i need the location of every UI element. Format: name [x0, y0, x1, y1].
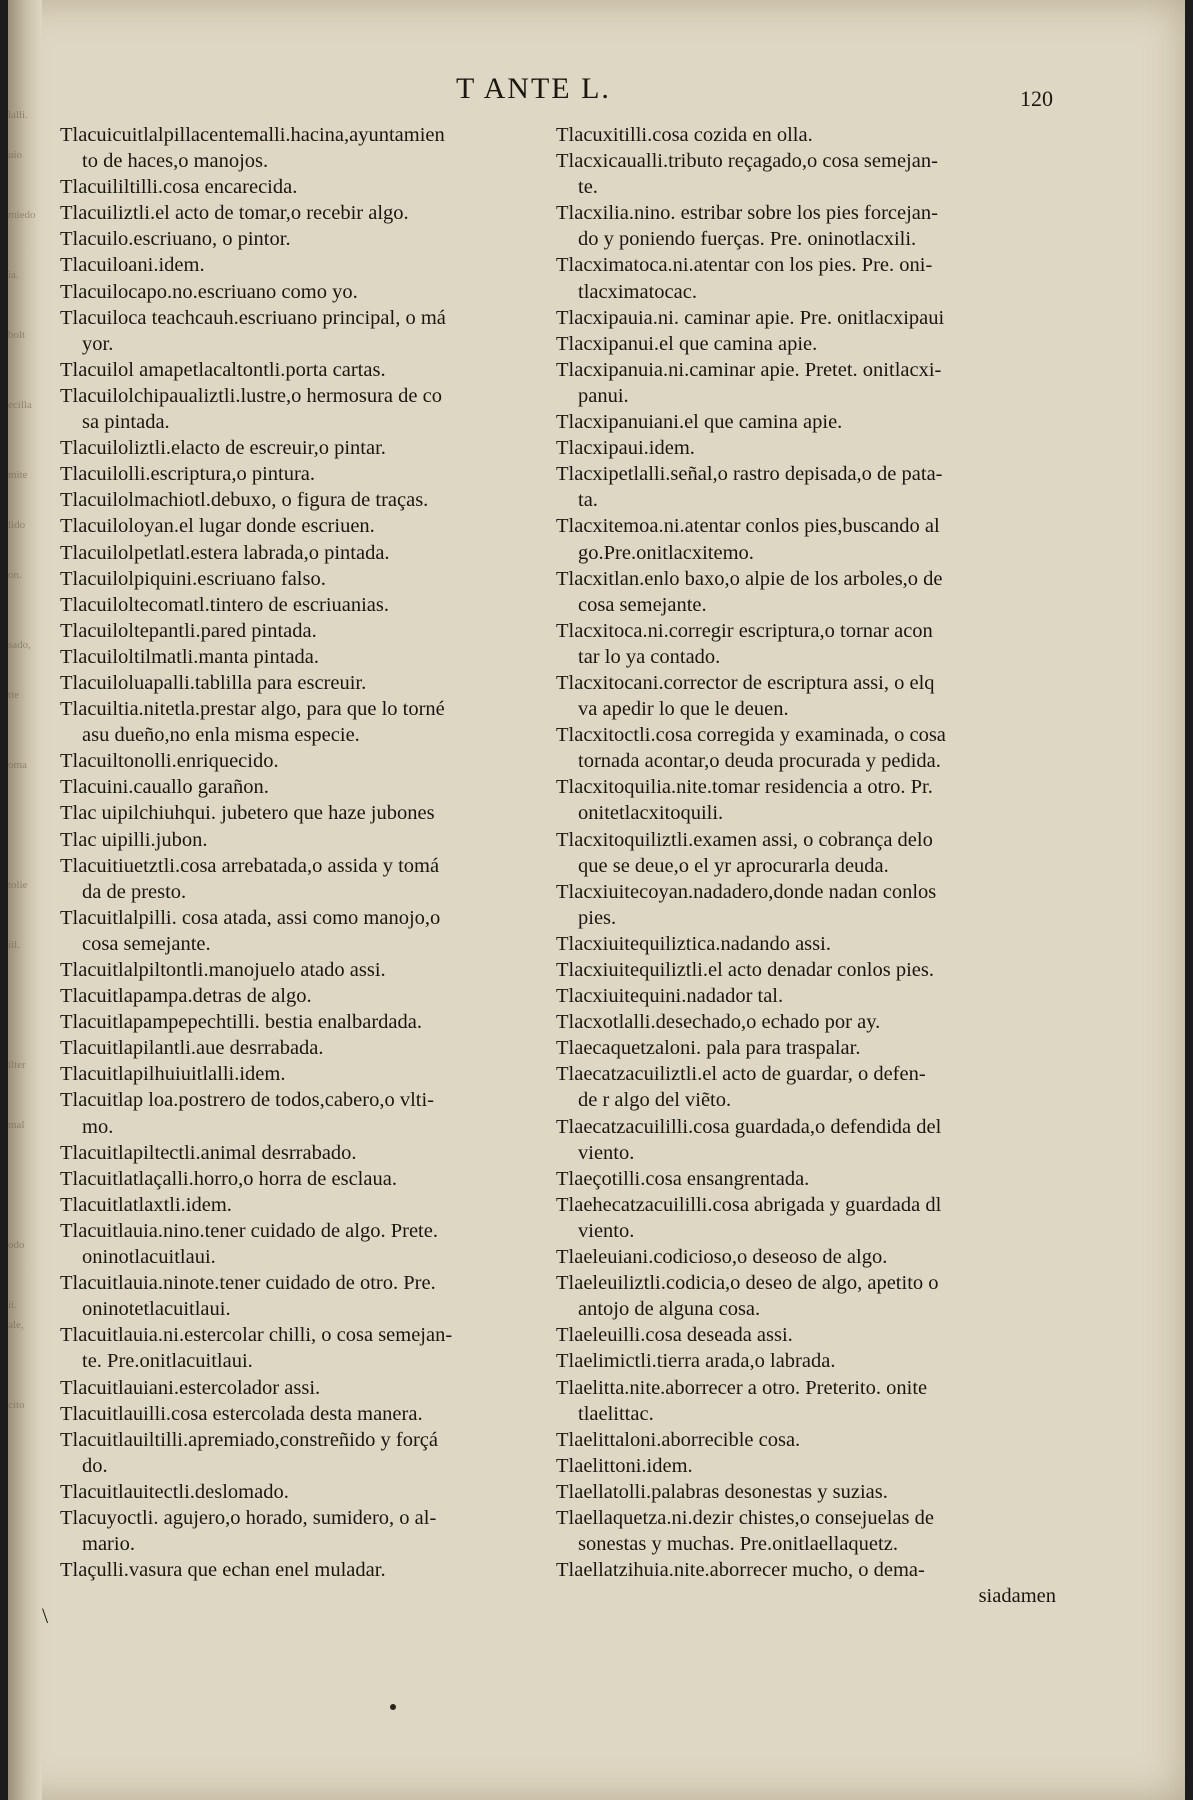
dictionary-entry — [556, 1009, 1056, 1035]
dictionary-entry — [556, 409, 1056, 435]
entry-headline: Tlacxitoctli.cosa corregida y examinada, o cosa — [556, 724, 946, 747]
entry-continuation: do. — [82, 1454, 108, 1477]
entry-continuation: ta. — [578, 489, 598, 512]
entry-continuation: siadamen — [978, 1585, 1056, 1608]
entry-headline: Tlacuilol amapetlacaltontli.porta cartas. — [60, 358, 386, 381]
entry-headline: Tlacuiloca teachcauh.escriuano principal, o má — [60, 306, 446, 329]
entry-continuation: tornada acontar,o deuda procurada y pedida. — [578, 750, 941, 773]
entry-continuation: do y poniendo fuerças. Pre. oninotlacxili. — [578, 228, 917, 251]
entry-headline: Tlacuiloltilmatli.manta pintada. — [60, 645, 320, 668]
dictionary-entry — [60, 122, 548, 174]
entry-headline: Tlacxitlan.enlo baxo,o alpie de los arboles,o de — [556, 567, 943, 590]
dictionary-entry — [60, 226, 548, 252]
entry-headline: Tlacxilia.nino. estribar sobre los pies forcejan- — [556, 202, 938, 225]
dictionary-entry — [60, 774, 548, 800]
dictionary-entry — [60, 487, 548, 513]
entry-headline: Tlacuitlauia.ninote.tener cuidado de otro. Pre. — [60, 1272, 436, 1295]
facing-page-fragment: miedo — [8, 209, 36, 221]
dictionary-entry — [556, 618, 1056, 670]
dictionary-entry — [556, 461, 1056, 513]
dictionary-entry — [556, 879, 1056, 931]
facing-page-fragment: ii. — [8, 1299, 17, 1311]
dictionary-entry — [60, 1505, 548, 1557]
entry-continuation: viento. — [578, 1219, 635, 1242]
dictionary-entry — [60, 461, 548, 487]
facing-page-fragment: uio — [8, 149, 23, 161]
dictionary-entry — [60, 357, 548, 383]
entry-headline: Tlacxicaualli.tributo reçagado,o cosa semejan- — [556, 150, 938, 173]
dictionary-entry — [60, 644, 548, 670]
dictionary-entry — [60, 305, 548, 357]
entry-continuation: to de haces,o manojos. — [82, 150, 269, 173]
entry-headline: Tlacuitlapampa.detras de algo. — [60, 985, 312, 1008]
dictionary-entry — [556, 1479, 1056, 1505]
facing-page-fragment: ia. — [8, 269, 19, 281]
dictionary-entry — [556, 513, 1056, 565]
entry-headline: Tlacuitlauiltilli.apremiado,constreñido y forçá — [60, 1428, 438, 1451]
dictionary-entry — [60, 540, 548, 566]
left-column — [60, 122, 548, 1583]
page-number: 120 — [1020, 86, 1053, 111]
dictionary-entry — [556, 305, 1056, 331]
entry-headline: Tlaecatzacuililli.cosa guardada,o defendida del — [556, 1115, 942, 1138]
dictionary-entry — [556, 357, 1056, 409]
entry-continuation: sonestas y muchas. Pre.onitlaellaquetz. — [578, 1533, 898, 1556]
dictionary-entry — [60, 1427, 548, 1479]
entry-headline: Tlacuitlatlaçalli.horro,o horra de esclaua. — [60, 1167, 397, 1190]
entry-headline: Tlaeleuilli.cosa deseada assi. — [556, 1324, 793, 1347]
entry-headline: Tlaecaquetzaloni. pala para traspalar. — [556, 1037, 861, 1060]
dictionary-entry — [60, 957, 548, 983]
facing-page-fragment: mal — [8, 1119, 25, 1131]
entry-headline: Tlaelimictli.tierra arada,o labrada. — [556, 1350, 836, 1373]
entry-continuation: oninotlacuitlaui. — [82, 1246, 216, 1269]
facing-page-fragment: sado, — [8, 639, 31, 651]
entry-continuation: de r algo del viẽto. — [578, 1089, 732, 1112]
entry-headline: Tlacxipanuia.ni.caminar apie. Pretet. onitlacxi- — [556, 358, 942, 381]
dictionary-entry — [60, 1166, 548, 1192]
dictionary-entry — [556, 1505, 1056, 1557]
entry-headline: Tlaelittaloni.aborrecible cosa. — [556, 1428, 801, 1451]
entry-continuation: tlaelittac. — [578, 1402, 654, 1425]
entry-headline: Tlacuitiuetztli.cosa arrebatada,o assida y tomá — [60, 854, 440, 877]
entry-headline: Tlaeleuiliztli.codicia,o deseo de algo, apetito o — [556, 1272, 939, 1295]
entry-headline: Tlaçulli.vasura que echan enel muladar. — [60, 1559, 386, 1582]
entry-headline: Tlac uipilchiuhqui. jubetero que haze jubones — [60, 802, 435, 825]
entry-continuation: yor. — [82, 332, 114, 355]
entry-headline: Tlacuiltonolli.enriquecido. — [60, 750, 279, 773]
entry-continuation: panui. — [578, 384, 629, 407]
dictionary-entry — [556, 957, 1056, 983]
entry-continuation: tar lo ya contado. — [578, 645, 721, 668]
dictionary-entry — [60, 513, 548, 539]
facing-page-fragment: lido — [8, 519, 26, 531]
dictionary-entry — [556, 722, 1056, 774]
entry-headline: Tlacuxitilli.cosa cozida en olla. — [556, 124, 813, 146]
entry-headline: Tlacuitlapiltectli.animal desrrabado. — [60, 1141, 357, 1164]
entry-headline: Tlacuiloani.idem. — [60, 254, 205, 277]
entry-headline: Tlac uipilli.jubon. — [60, 828, 208, 851]
dictionary-entry — [60, 800, 548, 826]
entry-continuation: mario. — [82, 1533, 135, 1556]
entry-headline: Tlacxotlalli.desechado,o echado por ay. — [556, 1011, 881, 1034]
dictionary-entry — [556, 1244, 1056, 1270]
facing-page-fragment: cito — [8, 1399, 25, 1411]
entry-headline: Tlacuiloliztli.elacto de escreuir,o pintar. — [60, 437, 386, 460]
facing-page-fragment: oma — [8, 759, 27, 771]
entry-headline: Tlacuitlauia.nino.tener cuidado de algo. Prete. — [60, 1219, 438, 1242]
dictionary-entry — [556, 331, 1056, 357]
entry-headline: Tlaelitta.nite.aborrecer a otro. Preterito. onite — [556, 1376, 928, 1399]
entry-headline: Tlacuitlap loa.postrero de todos,cabero,o vlti- — [60, 1089, 435, 1112]
entry-headline: Tlacuilo.escriuano, o pintor. — [60, 228, 291, 251]
entry-headline: Tlaeleuiani.codicioso,o deseoso de algo. — [556, 1246, 888, 1269]
entry-headline: Tlacuyoctli. agujero,o horado, sumidero, o al- — [60, 1506, 437, 1529]
entry-continuation: viento. — [578, 1141, 635, 1164]
entry-continuation: antojo de alguna cosa. — [578, 1298, 761, 1321]
dictionary-entry — [60, 252, 548, 278]
dictionary-entry — [60, 983, 548, 1009]
dictionary-entry — [556, 1453, 1056, 1479]
margin-tick-mark: \ — [42, 1603, 49, 1628]
dictionary-entry — [556, 774, 1056, 826]
dictionary-entry — [556, 252, 1056, 304]
entry-headline: Tlacxitoquilia.nite.tomar residencia a otro. Pr. — [556, 776, 933, 799]
entry-headline: Tlaeçotilli.cosa ensangrentada. — [556, 1167, 810, 1190]
dictionary-entry — [556, 827, 1056, 879]
entry-headline: Tlacuitlauiani.estercolador assi. — [60, 1376, 321, 1399]
entry-headline: Tlacuitlatlaxtli.idem. — [60, 1193, 232, 1216]
facing-page-fragment: bolt — [8, 329, 26, 341]
entry-continuation: go.Pre.onitlacxitemo. — [578, 541, 754, 564]
dictionary-entry — [60, 618, 548, 644]
entry-headline: Tlacuitlauia.ni.estercolar chilli, o cosa semejan- — [60, 1324, 453, 1347]
dictionary-entry — [60, 1087, 548, 1139]
dictionary-entry — [60, 1322, 548, 1374]
dictionary-entry — [556, 1166, 1056, 1192]
entry-headline: Tlacuilolmachiotl.debuxo, o figura de traças. — [60, 489, 429, 512]
facing-page-fragment: mite — [8, 469, 28, 481]
entry-continuation: onitetlacxitoquili. — [578, 802, 724, 825]
dictionary-entry — [556, 148, 1056, 200]
entry-headline: Tlacuitlauitectli.deslomado. — [60, 1480, 289, 1503]
dictionary-entry — [60, 670, 548, 696]
entry-continuation: cosa semejante. — [578, 593, 707, 616]
dictionary-entry — [60, 592, 548, 618]
entry-headline: Tlaelittoni.idem. — [556, 1454, 693, 1477]
entry-headline: Tlacuilolpetlatl.estera labrada,o pintada. — [60, 541, 390, 564]
entry-headline: Tlacxipanuiani.el que camina apie. — [556, 411, 843, 434]
book-page — [8, 0, 1185, 1800]
dictionary-entry — [556, 1061, 1056, 1113]
entry-headline: Tlacxitoquiliztli.examen assi, o cobrança delo — [556, 828, 933, 851]
dictionary-entry — [556, 1192, 1056, 1244]
dictionary-entry — [60, 1401, 548, 1427]
dictionary-entry — [60, 435, 548, 461]
dictionary-entry — [556, 931, 1056, 957]
entry-headline: Tlaellatolli.palabras desonestas y suzias. — [556, 1480, 888, 1503]
dictionary-entry — [60, 696, 548, 748]
dictionary-entry — [60, 1192, 548, 1218]
entry-headline: Tlacuicuitlalpillacentemalli.hacina,ayuntamien — [60, 124, 445, 146]
dictionary-entry — [556, 566, 1056, 618]
entry-headline: Tlacxitocani.corrector de escriptura assi, o elq — [556, 671, 935, 694]
facing-page-fragment: ale, — [8, 1319, 24, 1331]
entry-headline: Tlacxiuitequiliztli.el acto denadar conlos pies. — [556, 959, 934, 981]
entry-headline: Tlacuiloltecomatl.tintero de escriuanias. — [60, 593, 390, 616]
entry-continuation: da de presto. — [82, 880, 187, 903]
dictionary-entry — [556, 1375, 1056, 1427]
dictionary-entry — [556, 1270, 1056, 1322]
facing-page-fragment: ecilla — [8, 399, 32, 411]
entry-headline: Tlacxipauia.ni. caminar apie. Pre. onitlacxipaui — [556, 306, 945, 329]
dictionary-entry — [60, 383, 548, 435]
printer-dot — [390, 1704, 396, 1710]
entry-headline: Tlaellatzihuia.nite.aborrecer mucho, o dema- — [556, 1559, 925, 1582]
entry-continuation: pies. — [578, 906, 617, 929]
facing-page-fragment: tolie — [8, 879, 28, 891]
entry-headline: Tlacxiuitequini.nadador tal. — [556, 985, 784, 1008]
entry-headline: Tlacximatoca.ni.atentar con los pies. Pre. oni- — [556, 254, 933, 277]
entry-continuation: cosa semejante. — [82, 932, 211, 955]
entry-continuation: te. Pre.onitlacuitlaui. — [82, 1350, 253, 1373]
entry-continuation: te. — [578, 176, 598, 199]
dictionary-entry — [60, 853, 548, 905]
dictionary-entry — [60, 1140, 548, 1166]
entry-headline: Tlacxiuitecoyan.nadadero,donde nadan conlos — [556, 880, 937, 903]
facing-page-fragment: ilter — [8, 1059, 26, 1071]
entry-headline: Tlacuilocapo.no.escriuano como yo. — [60, 280, 358, 303]
entry-headline: Tlacuiloloyan.el lugar donde escriuen. — [60, 515, 375, 538]
entry-continuation: oninotetlacuitlaui. — [82, 1298, 231, 1321]
dictionary-entry — [556, 983, 1056, 1009]
running-header: T ANTE L. — [456, 72, 611, 105]
entry-headline: Tlacuitlalpilli. cosa atada, assi como manojo,o — [60, 906, 441, 929]
dictionary-entry — [60, 174, 548, 200]
dictionary-entry — [60, 748, 548, 774]
entry-headline: Tlaehecatzacuililli.cosa abrigada y guardada dl — [556, 1193, 942, 1216]
facing-page-fragment: iil. — [8, 939, 20, 951]
entry-headline: Tlacxitemoa.ni.atentar conlos pies,buscando al — [556, 515, 940, 538]
entry-headline: Tlacuini.cauallo garañon. — [60, 776, 269, 799]
dictionary-entry — [60, 905, 548, 957]
dictionary-entry — [556, 122, 1056, 148]
right-column — [556, 122, 1056, 1609]
dictionary-entry — [60, 1479, 548, 1505]
entry-headline: Tlacuilolchipaualiztli.lustre,o hermosura de co — [60, 384, 442, 407]
entry-headline: Tlacxipetlalli.señal,o rastro depisada,o de pata- — [556, 463, 943, 486]
dictionary-entry — [556, 200, 1056, 252]
dictionary-entry — [60, 1557, 548, 1583]
facing-page-fragment: odo — [8, 1239, 25, 1251]
dictionary-entry — [556, 1557, 1056, 1609]
entry-headline: Tlacuiloluapalli.tablilla para escreuir. — [60, 671, 367, 694]
dictionary-entry — [60, 1061, 548, 1087]
dictionary-entry — [60, 1218, 548, 1270]
dictionary-entry — [556, 1035, 1056, 1061]
entry-headline: Tlaecatzacuiliztli.el acto de guardar, o defen- — [556, 1063, 926, 1086]
entry-continuation: que se deue,o el yr aprocurarla deuda. — [578, 854, 889, 877]
entry-headline: Tlacuilolli.escriptura,o pintura. — [60, 463, 316, 486]
entry-headline: Tlacuilolpiquini.escriuano falso. — [60, 567, 326, 590]
dictionary-entry — [60, 1035, 548, 1061]
entry-headline: Tlacuiliztli.el acto de tomar,o recebir algo. — [60, 202, 409, 225]
entry-headline: Tlacuitlapilantli.aue desrrabada. — [60, 1037, 324, 1060]
dictionary-entry — [556, 1322, 1056, 1348]
dictionary-entry — [60, 200, 548, 226]
dictionary-entry — [60, 279, 548, 305]
entry-continuation: sa pintada. — [82, 411, 170, 434]
dictionary-entry — [60, 566, 548, 592]
entry-headline: Tlacuitlalpiltontli.manojuelo atado assi. — [60, 959, 386, 981]
entry-continuation: mo. — [82, 1115, 114, 1138]
facing-page-fragment: lalli. — [8, 109, 28, 121]
facing-page-fragment: on. — [8, 569, 22, 581]
entry-headline: Tlacuitlapilhuiuitlalli.idem. — [60, 1063, 286, 1086]
entry-headline: Tlacuitlapampepechtilli. bestia enalbardada. — [60, 1011, 423, 1034]
dictionary-entry — [60, 1270, 548, 1322]
entry-headline: Tlacuiltia.nitetla.prestar algo, para que lo torné — [60, 698, 445, 721]
entry-continuation: va apedir lo que le deuen. — [578, 698, 789, 721]
entry-continuation: asu dueño,no enla misma especie. — [82, 724, 360, 747]
entry-headline: Tlacuililtilli.cosa encarecida. — [60, 176, 298, 199]
dictionary-entry — [556, 1348, 1056, 1374]
dictionary-entry — [556, 1114, 1056, 1166]
entry-continuation: tlacximatocac. — [578, 280, 697, 303]
entry-headline: Tlacxiuitequiliztica.nadando assi. — [556, 932, 831, 955]
entry-headline: Tlacxipanui.el que camina apie. — [556, 332, 818, 355]
dictionary-entry — [556, 670, 1056, 722]
dictionary-entry — [556, 1427, 1056, 1453]
entry-headline: Tlacuitlauilli.cosa estercolada desta manera. — [60, 1402, 423, 1425]
entry-headline: Tlaellaquetza.ni.dezir chistes,o consejuelas de — [556, 1506, 934, 1529]
dictionary-entry — [60, 1375, 548, 1401]
entry-headline: Tlacxitoca.ni.corregir escriptura,o tornar acon — [556, 619, 933, 642]
facing-page-fragment: tte — [8, 689, 19, 701]
dictionary-entry — [556, 435, 1056, 461]
entry-headline: Tlacuiloltepantli.pared pintada. — [60, 619, 317, 642]
dictionary-entry — [60, 1009, 548, 1035]
entry-headline: Tlacxipaui.idem. — [556, 437, 695, 460]
dictionary-entry — [60, 827, 548, 853]
